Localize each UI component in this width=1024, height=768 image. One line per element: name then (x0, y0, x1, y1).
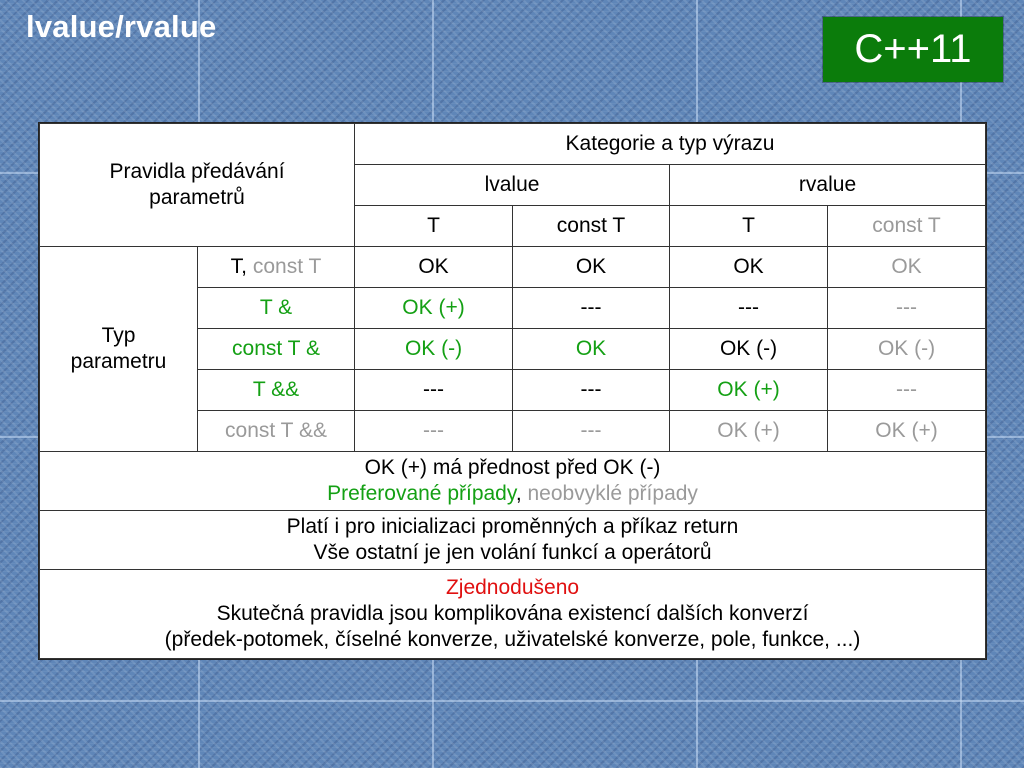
note-scope (40, 511, 986, 570)
corner-header-line: Pravidla předávání (109, 159, 285, 183)
param-type-cell: T && (198, 370, 355, 411)
table-cell: --- (513, 411, 670, 452)
table-row (40, 247, 986, 288)
legend-preferred: Preferované případy (327, 482, 516, 505)
table-cell: --- (513, 288, 670, 329)
note-scope-text: Vše ostatní je jen volání funkcí a operátorů (313, 541, 712, 564)
note-simplified (40, 570, 986, 659)
note-row-simplified (40, 570, 986, 659)
note-row-priority (40, 452, 986, 511)
note-simplified-heading: Zjednodušeno (445, 575, 580, 599)
rules-table (39, 123, 986, 659)
param-type-label-line: parametru (70, 350, 167, 373)
table-cell: --- (670, 288, 828, 329)
table-cell: OK (+) (355, 288, 513, 329)
table-cell: OK (-) (828, 329, 986, 370)
table-cell: OK (355, 247, 513, 288)
table-cell: OK (+) (828, 411, 986, 452)
sub-header: const T (828, 206, 986, 247)
table-cell: --- (355, 370, 513, 411)
param-type-label (40, 247, 198, 452)
table-header-row (40, 124, 986, 165)
note-row-scope (40, 511, 986, 570)
param-type-cell (198, 247, 355, 288)
table-cell: --- (828, 370, 986, 411)
note-priority-text: OK (+) má přednost před OK (-) (364, 455, 661, 479)
param-type-cell: const T & (198, 329, 355, 370)
legend-line (44, 481, 981, 507)
background-grid-line (0, 700, 1024, 702)
param-type-cell: T & (198, 288, 355, 329)
corner-header (40, 124, 355, 247)
table-cell: OK (+) (670, 411, 828, 452)
note-priority (40, 452, 986, 511)
sub-header: T (355, 206, 513, 247)
note-simplified-text: (předek-potomek, číselné konverze, uživatelské konverze, pole, funkce, ...) (164, 628, 861, 652)
corner-header-line: parametrů (149, 186, 245, 209)
table-cell: OK (513, 329, 670, 370)
table-cell: OK (+) (670, 370, 828, 411)
param-type-text: const T (252, 254, 322, 278)
table-cell: --- (513, 370, 670, 411)
cpp11-badge: C++11 (823, 17, 1003, 82)
table-cell: OK (-) (670, 329, 828, 370)
note-simplified-text: Skutečná pravidla jsou komplikována existencí dalších konverzí (216, 601, 809, 625)
table-cell: --- (355, 411, 513, 452)
param-type-separator: , (241, 254, 253, 278)
table-cell: OK (-) (355, 329, 513, 370)
table-cell: --- (828, 288, 986, 329)
rvalue-header: rvalue (670, 165, 986, 206)
sub-header: T (670, 206, 828, 247)
legend-separator: , (515, 482, 528, 505)
table-cell: OK (670, 247, 828, 288)
sub-header: const T (513, 206, 670, 247)
note-scope-text: Platí i pro inicializaci proměnných a příkaz return (286, 514, 739, 538)
table-cell: OK (828, 247, 986, 288)
lvalue-header: lvalue (355, 165, 670, 206)
param-type-cell: const T && (198, 411, 355, 452)
legend-unusual: neobvyklé případy (527, 482, 698, 505)
table-cell: OK (513, 247, 670, 288)
param-type-text: T (230, 254, 242, 278)
category-header: Kategorie a typ výrazu (355, 124, 986, 165)
param-type-label-line: Typ (101, 323, 136, 347)
slide-title: lvalue/rvalue (26, 9, 217, 44)
